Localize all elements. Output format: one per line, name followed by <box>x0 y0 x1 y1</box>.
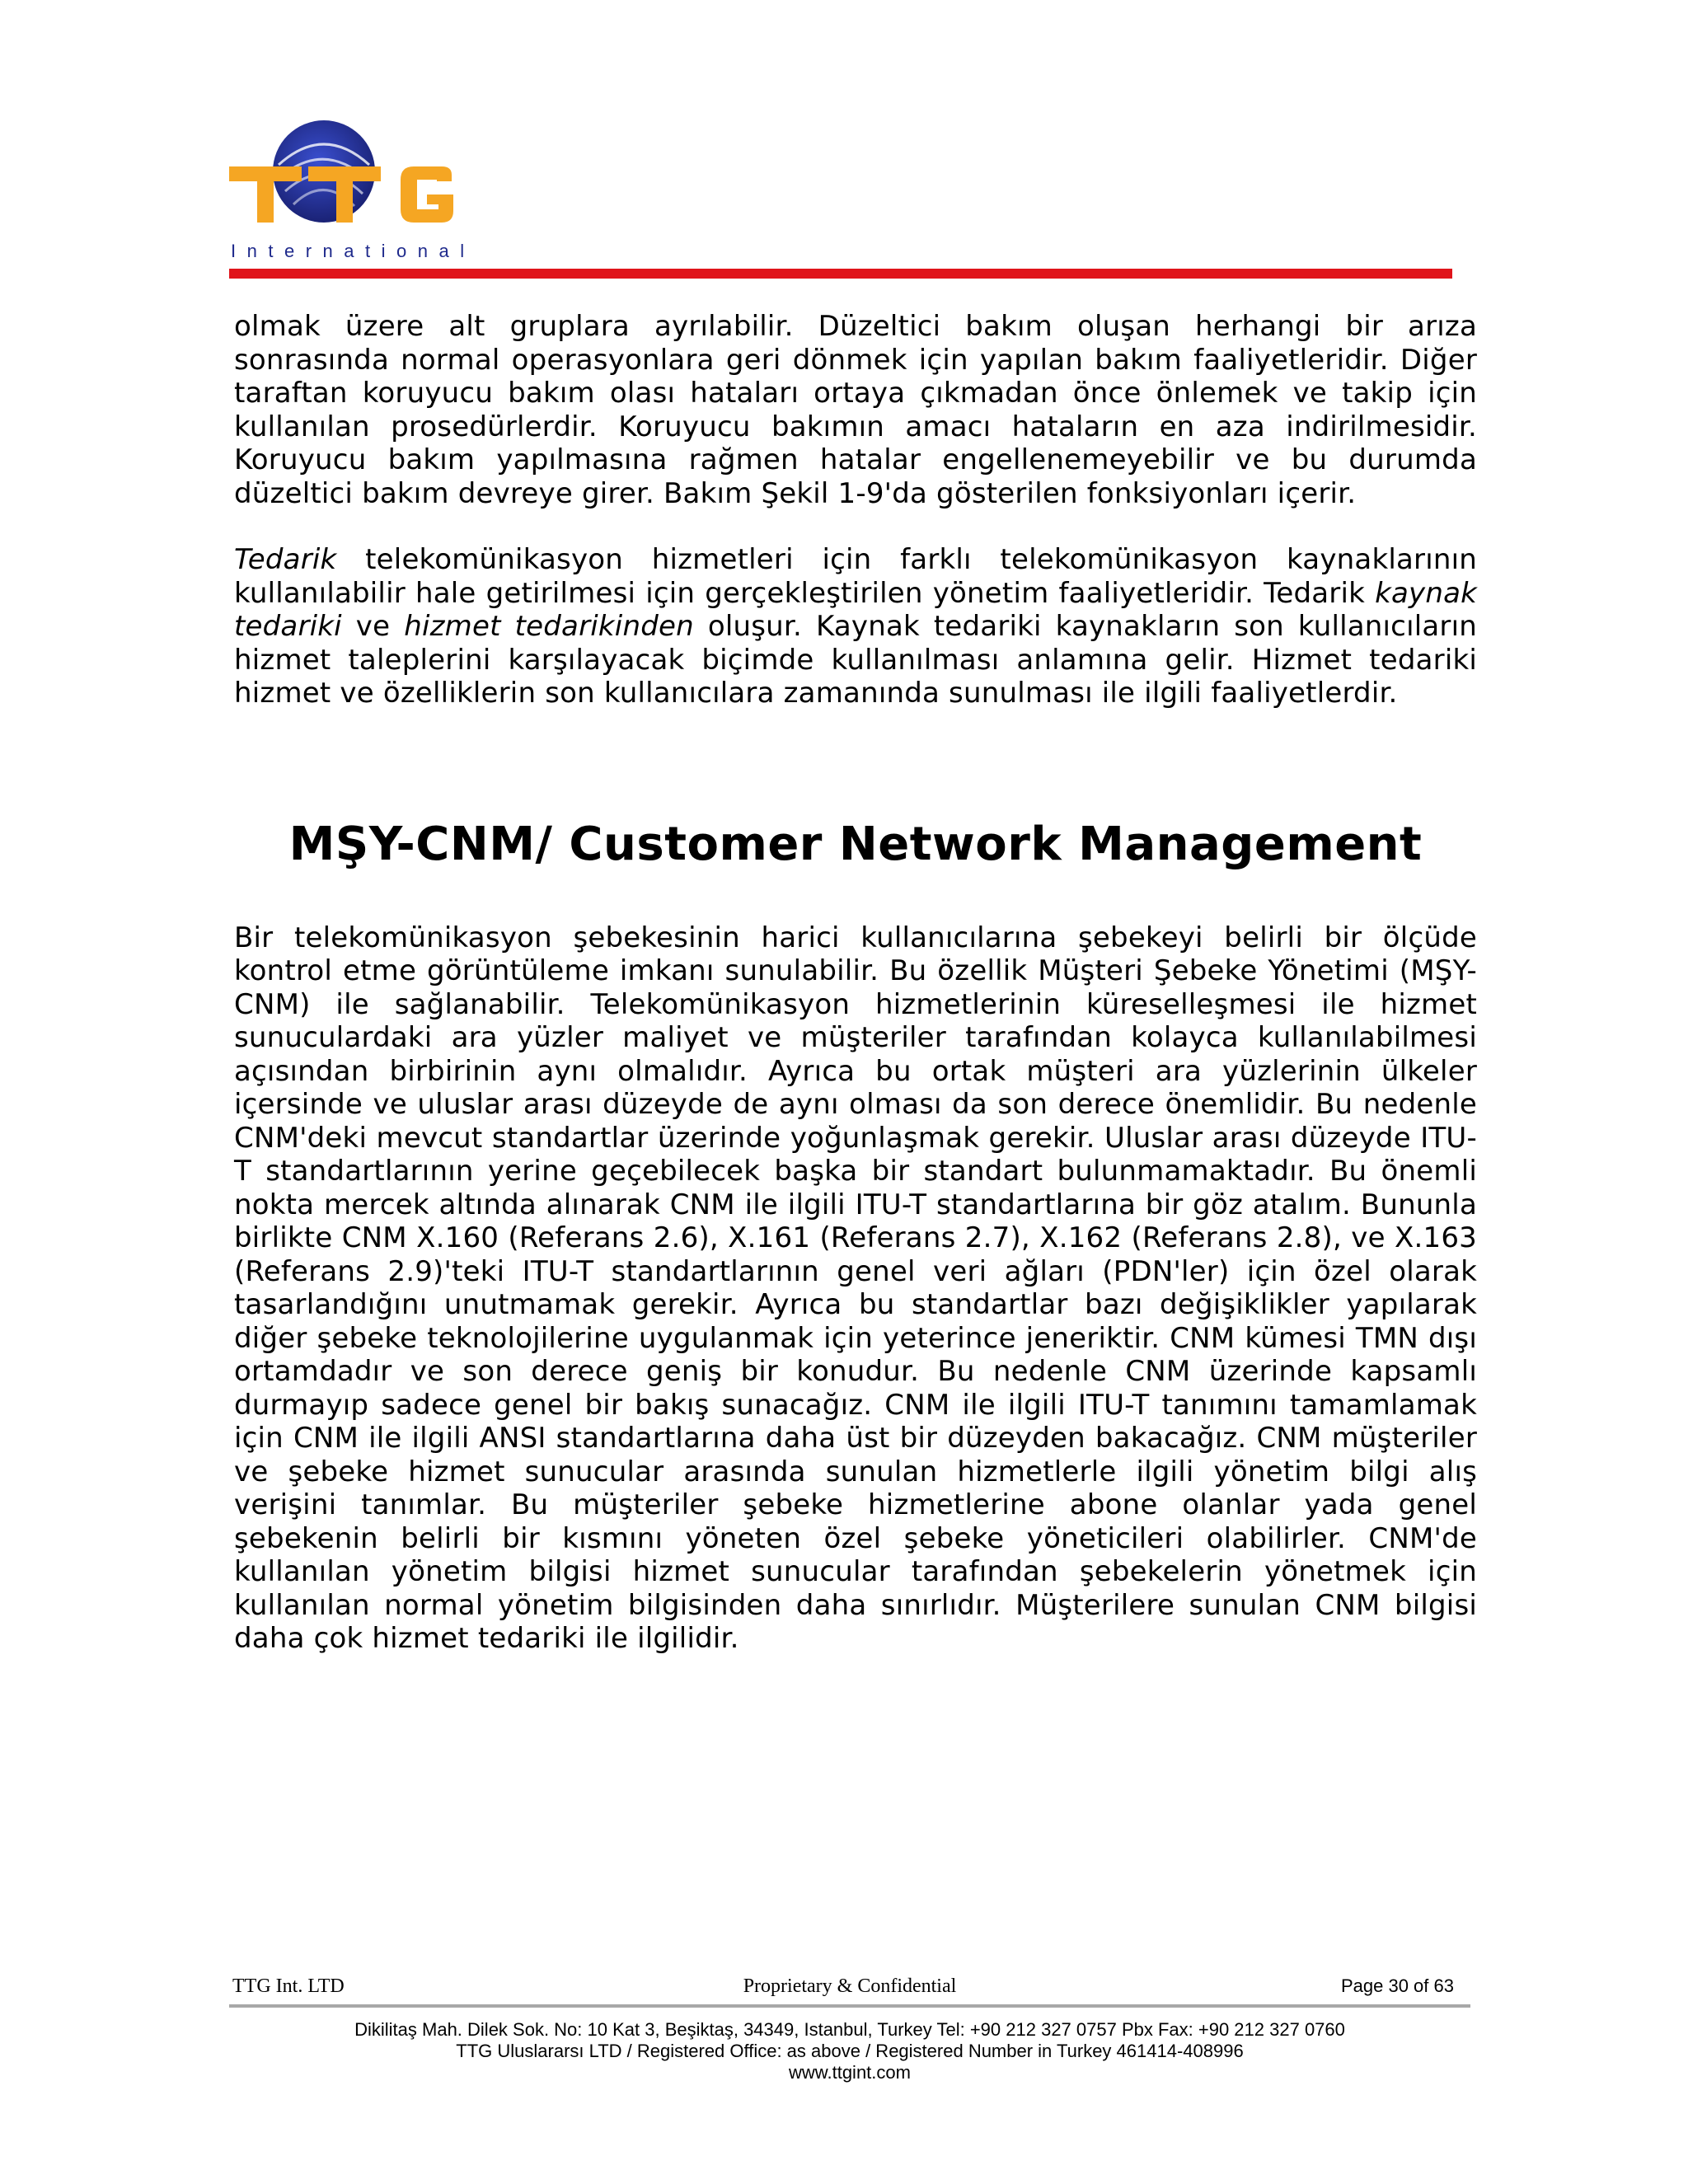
paragraph-provisioning-text-3: oluşur. Kaynak tedariki kaynakların son kullanıcıların hizmet taleplerini karşılayacak biçimde kullanılması anlamına gelir. Hizmet tedariki hizmet ve özelliklerin son kullanıcılara zamanında sunulması ile ilgili faaliyetlerdir. <box>234 610 1477 710</box>
footer-page-number: Page 30 of 63 <box>1340 1975 1454 1996</box>
paragraph-provisioning <box>234 543 1477 710</box>
ttg-logo-graphic <box>229 115 493 272</box>
term-kaynak-tedariki: kaynak tedariki <box>234 576 1477 643</box>
page-body <box>234 310 1477 1656</box>
footer-divider <box>229 2004 1470 2008</box>
logo-subtitle: International <box>231 241 476 261</box>
paragraph-maintenance: olmak üzere alt gruplara ayrılabilir. Düzeltici bakım oluşan herhangi bir arıza sonrasında normal operasyonlara geri dönmek için yapılan bakım faaliyetleridir. Diğer taraftan koruyucu bakım olası hataları ortaya çıkmadan önce önlemek ve takip için kullanılan prosedürlerdir. Koruyucu bakımın amacı hataların en aza indirilmesidir. Koruyucu bakım yapılmasına rağmen hatalar engellenemeyebilir ve bu durumda düzeltici bakım devreye girer. Bakım Şekil 1-9'da gösterilen fonksiyonları içerir. <box>234 310 1477 510</box>
footer-address <box>229 2019 1470 2083</box>
term-hizmet-tedarikinden: hizmet tedarikinden <box>404 610 694 643</box>
footer-company: TTG Int. LTD <box>232 1975 345 1997</box>
footer-address-line-1: Dikilitaş Mah. Dilek Sok. No: 10 Kat 3, Beşiktaş, 34349, Istanbul, Turkey Tel: +90 212 327 0757 Pbx Fax: +90 212 327 0760 <box>354 2019 1345 2040</box>
term-tedarik: Tedarik <box>234 543 337 576</box>
company-logo <box>229 115 493 272</box>
footer-website: www.ttgint.com <box>789 2062 911 2083</box>
footer-confidential: Proprietary & Confidential <box>743 1975 957 1997</box>
header-divider <box>229 269 1452 279</box>
section-heading: MŞY-CNM/ Customer Network Management <box>288 817 1423 871</box>
paragraph-provisioning-text-1: telekomünikasyon hizmetleri için farklı telekomünikasyon kaynaklarının kullanılabilir hale getirilmesi için gerçekleştirilen yönetim faaliyetleridir. Tedarik <box>234 543 1477 610</box>
paragraph-provisioning-text-2: ve <box>341 610 405 643</box>
paragraph-cnm: Bir telekomünikasyon şebekesinin harici kullanıcılarına şebekeyi belirli bir ölçüde kontrol etme görüntüleme imkanı sunulabilir. Bu özellik Müşteri Şebeke Yönetimi (MŞY-CNM) ile sağlanabilir. Telekomünikasyon hizmetlerinin küreselleşmesi ile hizmet sunuculardaki ara yüzler maliyet ve müşteriler tarafından kolayca kullanılabilmesi açısından birbirinin aynı olmalıdır. Ayrıca bu ortak müşteri ara yüzlerinin ülkeler içersinde ve uluslar arası düzeyde de aynı olması da son derece önemlidir. Bu nedenle CNM'deki mevcut standartlar üzerinde yoğunlaşmak gerekir. Uluslar arası düzeyde ITU-T standartlarının yerine geçebilecek başka bir standart bulunmamaktadır. Bu önemli nokta mercek altında alınarak CNM ile ilgili ITU-T standartlarına bir göz atalım. Bununla birlikte CNM X.160 (Referans 2.6), X.161 (Referans 2.7), X.162 (Referans 2.8), ve X.163 (Referans 2.9)'teki ITU-T standartlarının genel veri ağları (PDN'ler) için özel olarak tasarlandığını unutmamak gerekir. Ayrıca bu standartlar bazı değişiklikler yapılarak diğer şebeke teknolojilerine uygulanmak için yeterince jeneriktir. CNM kümesi TMN dışı ortamdadır ve son derece geniş bir konudur. Bu nedenle CNM üzerinde kapsamlı durmayıp sadece genel bir bakış sunacağız. CNM ile ilgili ITU-T tanımını tamamlamak için CNM ile ilgili ANSI standartlarına daha üst bir düzeyden bakacağız. CNM müşteriler ve şebeke hizmet sunucular arasında sunulan hizmetlerle ilgili yönetim bilgi alış verişini tanımlar. Bu müşteriler şebeke hizmetlerine abone olanlar yada genel şebekenin belirli bir kısmını yöneten özel şebeke yöneticileri olabilirler. CNM'de kullanılan yönetim bilgisi hizmet sunucular tarafından şebekelerin yönetmek için kullanılan normal yönetim bilgisinden daha sınırlıdır. Müşterilere sunulan CNM bilgisi daha çok hizmet tedariki ile ilgilidir. <box>234 921 1477 1655</box>
footer-address-line-2: TTG Uluslararsı LTD / Registered Office: as above / Registered Number in Turkey 461414-408996 <box>456 2041 1244 2061</box>
